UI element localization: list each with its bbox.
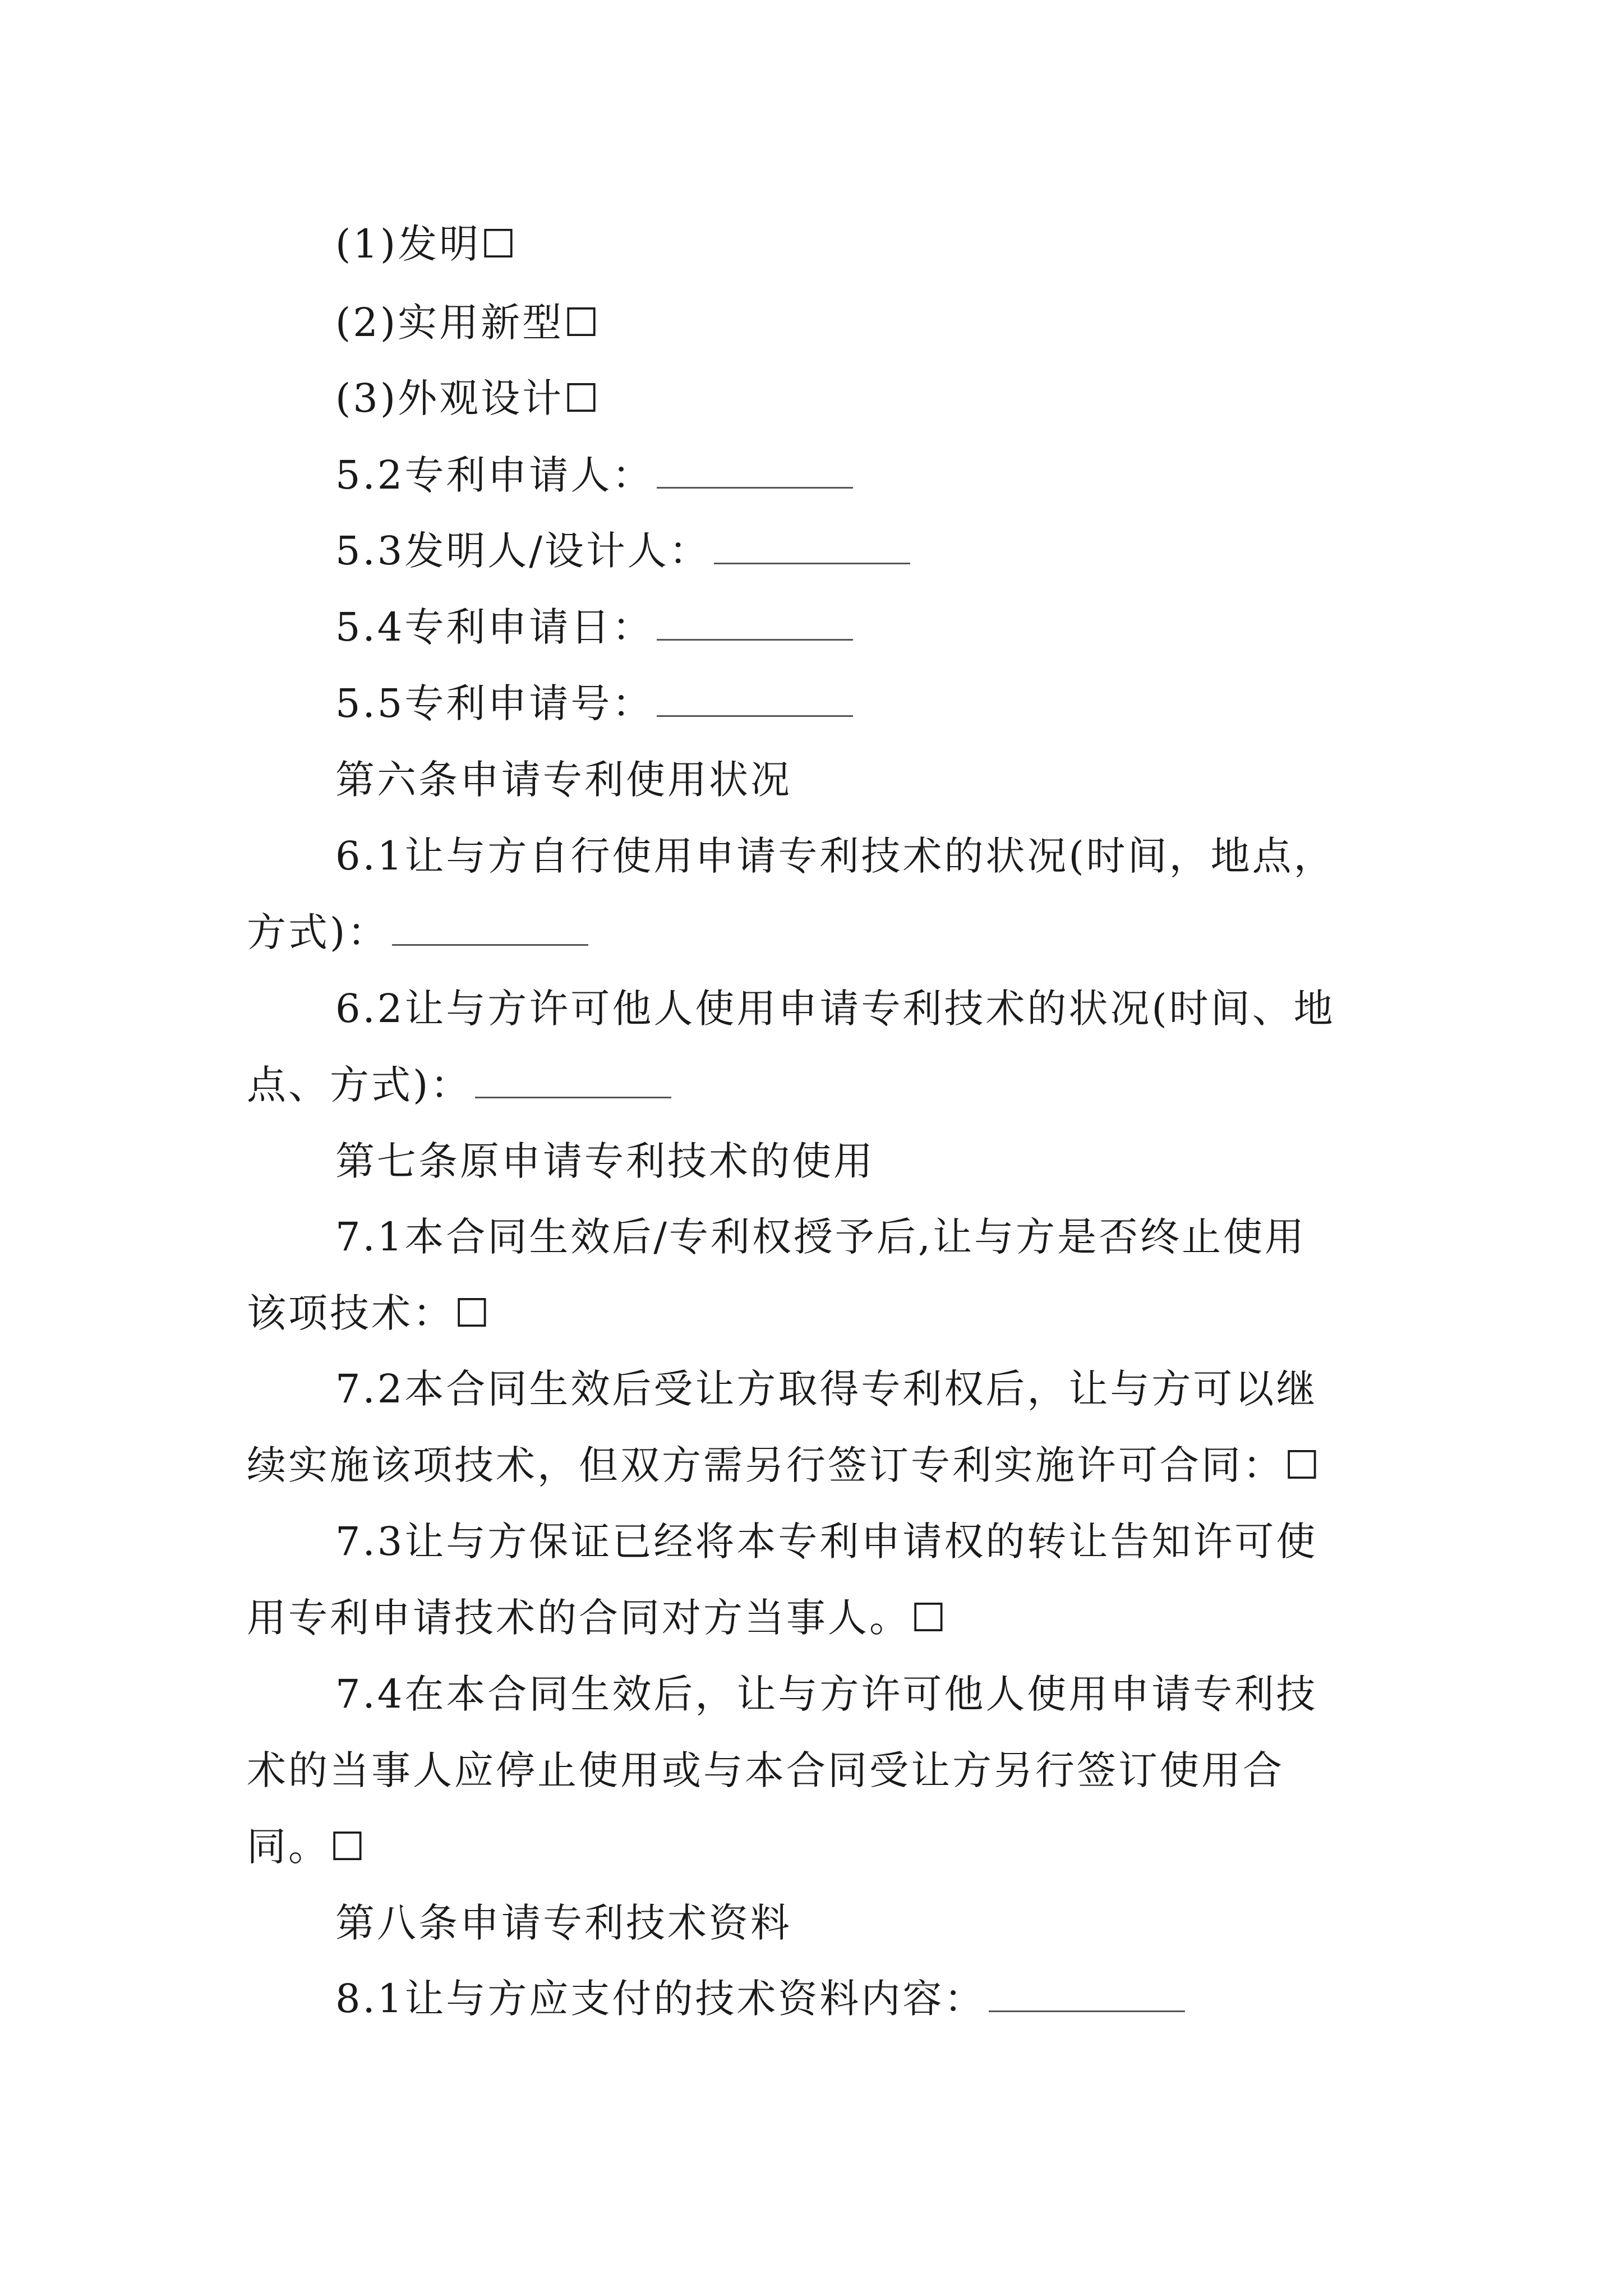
clause-8-1-blank — [989, 1977, 1185, 2012]
clause-7-4-text: 7.4在本合同生效后，让与方许可他人使用申请专利技 — [335, 1671, 1318, 1717]
clause-6-2 — [335, 981, 1335, 1037]
clause-7-2-cont — [247, 1437, 1322, 1493]
clause-7-4-cont2-text: 同。☐ — [247, 1824, 367, 1870]
section-8-heading — [335, 1895, 792, 1951]
option-design — [335, 370, 601, 426]
field-inventor — [335, 523, 910, 579]
section-7-heading-text: 第七条原申请专利技术的使用 — [335, 1138, 875, 1184]
clause-7-1-cont-text: 该项技术：☐ — [247, 1290, 492, 1336]
clause-7-2 — [335, 1361, 1317, 1417]
field-inventor-blank — [714, 529, 910, 564]
field-filing-date-blank — [657, 605, 853, 641]
field-filing-date-label: 5.4专利申请日： — [335, 604, 654, 650]
field-applicant — [335, 447, 853, 503]
clause-7-3 — [335, 1513, 1317, 1570]
option-utility-model-text: (2)实用新型☐ — [335, 300, 601, 346]
field-applicant-blank — [657, 453, 853, 489]
field-inventor-label: 5.3发明人/设计人： — [335, 528, 711, 574]
option-utility-model — [335, 295, 601, 351]
clause-7-1 — [335, 1209, 1306, 1265]
field-application-number-label: 5.5专利申请号： — [335, 680, 654, 726]
clause-6-2-blank — [475, 1063, 671, 1098]
clause-7-1-cont — [247, 1285, 492, 1341]
clause-7-2-cont-text: 续实施该项技术，但双方需另行签订专利实施许可合同：☐ — [247, 1442, 1322, 1488]
option-invention-text: (1)发明☐ — [335, 221, 518, 267]
option-invention — [335, 216, 518, 272]
clause-6-1-cont — [247, 904, 588, 960]
clause-6-2-text: 6.2让与方许可他人使用申请专利技术的状况(时间、地 — [335, 986, 1335, 1032]
clause-6-1-blank — [392, 910, 588, 946]
clause-7-4-cont — [247, 1742, 1284, 1798]
clause-8-1 — [335, 1971, 1185, 2027]
section-6-heading-text: 第六条申请专利使用状况 — [335, 757, 792, 803]
clause-7-2-text: 7.2本合同生效后受让方取得专利权后，让与方可以继 — [335, 1366, 1318, 1412]
clause-6-2-cont-text: 点、方式)： — [247, 1062, 472, 1108]
clause-8-1-text: 8.1让与方应支付的技术资料内容： — [335, 1976, 986, 2022]
clause-7-4-cont-text: 术的当事人应停止使用或与本合同受让方另行签订使用合 — [247, 1747, 1284, 1793]
clause-7-3-cont-text: 用专利申请技术的合同对方当事人。☐ — [247, 1595, 948, 1641]
field-application-number-blank — [657, 682, 853, 717]
section-8-heading-text: 第八条申请专利技术资料 — [335, 1900, 792, 1946]
field-filing-date — [335, 599, 853, 655]
clause-7-4-cont2 — [247, 1819, 367, 1875]
section-6-heading — [335, 752, 792, 808]
clause-7-4 — [335, 1666, 1317, 1722]
clause-7-3-cont — [247, 1590, 948, 1646]
option-design-text: (3)外观设计☐ — [335, 375, 601, 421]
field-applicant-label: 5.2专利申请人： — [335, 452, 654, 498]
clause-7-1-text: 7.1本合同生效后/专利权授予后,让与方是否终止使用 — [335, 1214, 1307, 1260]
clause-7-3-text: 7.3让与方保证已经将本专利申请权的转让告知许可使 — [335, 1519, 1318, 1565]
clause-6-1-cont-text: 方式)： — [247, 909, 389, 955]
field-application-number — [335, 675, 853, 731]
section-7-heading — [335, 1133, 875, 1189]
clause-6-1-text: 6.1让与方自行使用申请专利技术的状况(时间，地点， — [335, 833, 1335, 879]
clause-6-1 — [335, 828, 1335, 884]
clause-6-2-cont — [247, 1057, 671, 1113]
